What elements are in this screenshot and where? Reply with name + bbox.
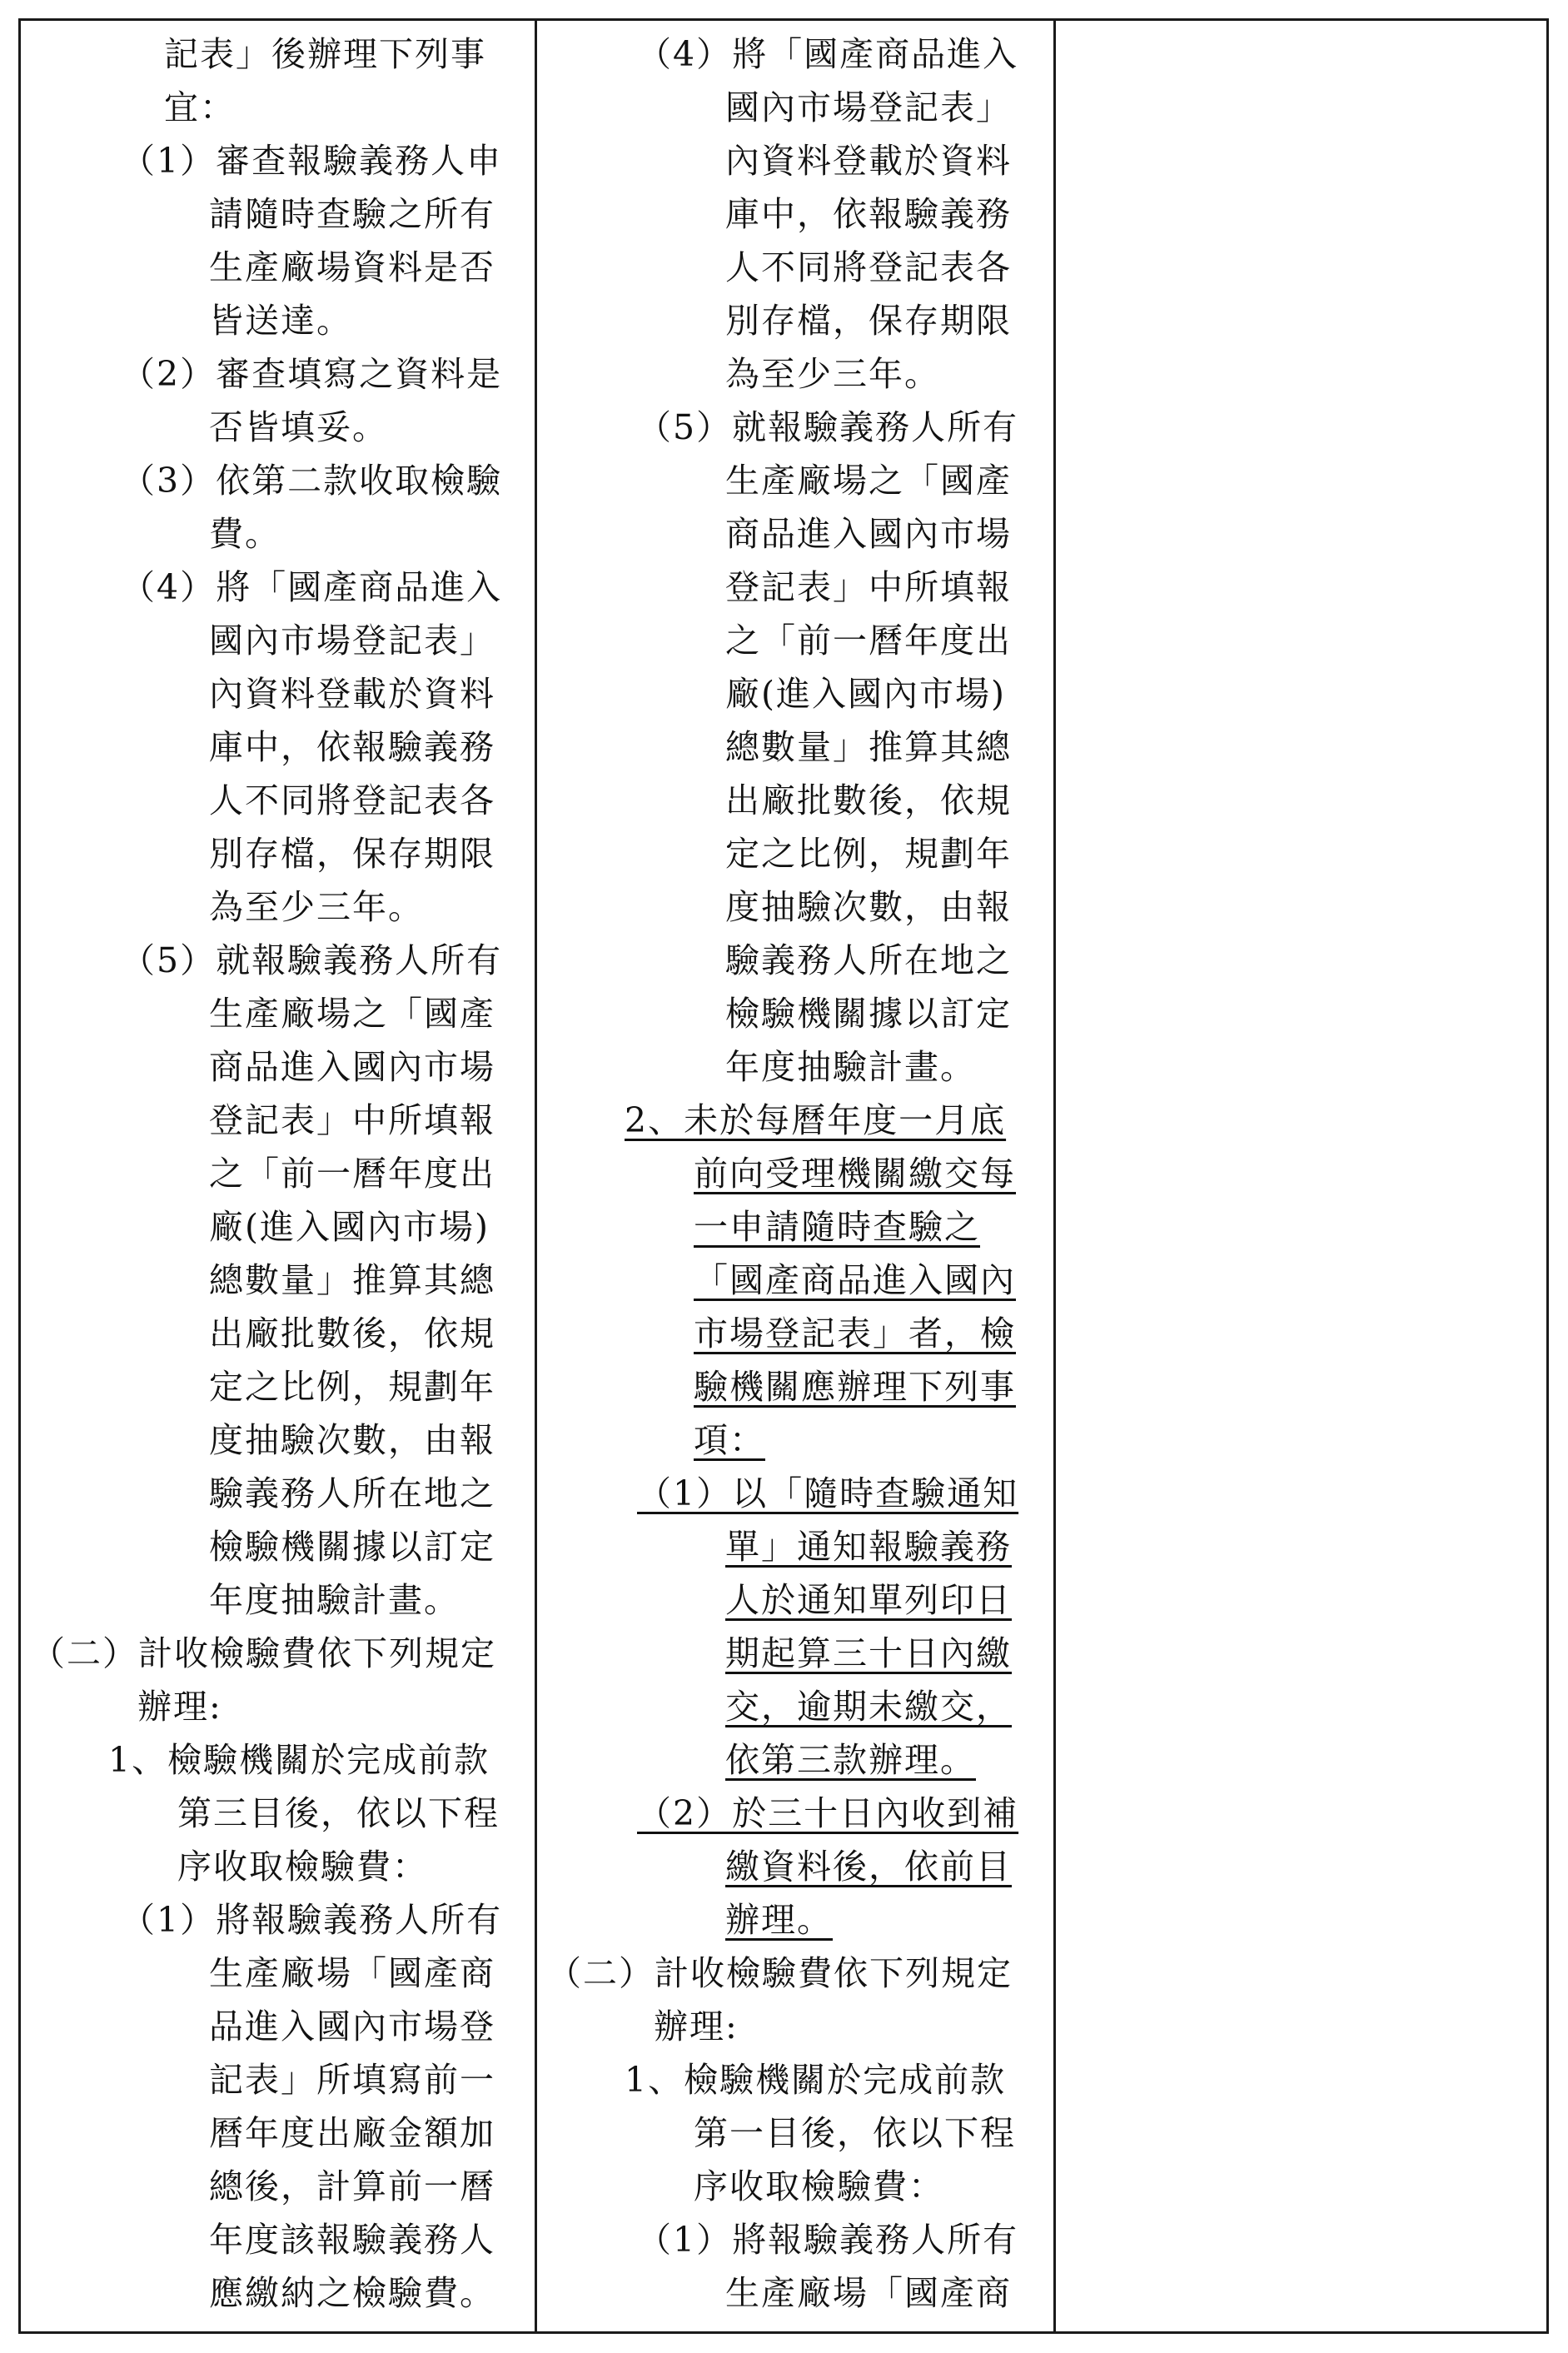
text-line: 否皆填妥。 — [209, 407, 388, 447]
text-line: （5）就報驗義務人所有 — [637, 407, 1019, 447]
text-line-underlined: （2）於三十日內收到補 — [637, 1793, 1019, 1833]
text-line: 宜： — [164, 87, 236, 127]
text-line: 國內市場登記表」 — [725, 87, 1012, 127]
text-line: 生產廠場「國產商 — [725, 2273, 1012, 2313]
column-current-text — [21, 21, 537, 2331]
text-line: 第一目後，依以下程 — [694, 2113, 1016, 2153]
text-line: 1、檢驗機關於完成前款 — [108, 1740, 490, 1780]
text-line-underlined: 期起算三十日內繳 — [725, 1633, 1012, 1673]
text-line-underlined: 辦理。 — [725, 1900, 833, 1940]
text-line-underlined: 「國產商品進入國內 — [694, 1260, 1016, 1300]
text-line: 辦理: — [654, 2007, 739, 2046]
text-line: 應繳納之檢驗費。 — [209, 2273, 495, 2313]
text-line: 度抽驗次數，由報 — [725, 887, 1012, 927]
text-line: （4）將「國產商品進入 — [637, 34, 1019, 74]
text-line: 總數量」推算其總 — [209, 1260, 495, 1300]
text-line: 為至少三年。 — [209, 887, 424, 927]
text-line: 商品進入國內市場 — [725, 514, 1012, 554]
text-line-underlined: 交，逾期未繳交， — [725, 1687, 1012, 1727]
text-line-underlined: 市場登記表」者，檢 — [694, 1314, 1016, 1353]
text-line: 內資料登載於資料 — [725, 141, 1012, 181]
text-line: 皆送達。 — [209, 301, 352, 341]
text-line: 庫中，依報驗義務 — [209, 727, 495, 767]
text-line: 請隨時查驗之所有 — [209, 194, 495, 234]
text-line: 為至少三年。 — [725, 354, 940, 394]
text-line: 生產廠場「國產商 — [209, 1953, 495, 1993]
text-line: 登記表」中所填報 — [725, 567, 1012, 607]
text-line: 生產廠場資料是否 — [209, 247, 495, 287]
text-line: 序收取檢驗費： — [177, 1847, 428, 1887]
text-line: 廠(進入國內市場) — [725, 674, 1006, 714]
text-line: 生產廠場之「國產 — [725, 461, 1012, 501]
text-line: 年度抽驗計畫。 — [209, 1580, 460, 1620]
text-line: 廠(進入國內市場) — [209, 1207, 490, 1247]
text-line: 曆年度出廠金額加 — [209, 2113, 495, 2153]
text-line-underlined: （1）以「隨時查驗通知 — [637, 1473, 1019, 1513]
text-line: 驗義務人所在地之 — [725, 940, 1012, 980]
text-line: 人不同將登記表各 — [725, 247, 1012, 287]
text-line-underlined: 人於通知單列印日 — [725, 1580, 1012, 1620]
text-line: 年度該報驗義務人 — [209, 2220, 495, 2260]
text-line-underlined: 一申請隨時查驗之 — [694, 1207, 980, 1247]
text-line: 總後，計算前一曆 — [209, 2166, 495, 2206]
column-proposed-text — [537, 21, 1056, 2331]
text-line: 檢驗機關據以訂定 — [725, 994, 1012, 1034]
text-line: 登記表」中所填報 — [209, 1100, 495, 1140]
text-line: 序收取檢驗費： — [694, 2166, 944, 2206]
document-page — [18, 18, 1549, 2334]
column-explanation — [1056, 21, 1551, 2331]
text-line: 別存檔，保存期限 — [209, 834, 495, 874]
text-line-underlined: 驗機關應辦理下列事 — [694, 1367, 1016, 1407]
text-line: 檢驗機關據以訂定 — [209, 1527, 495, 1567]
text-line: （2）審查填寫之資料是 — [121, 354, 503, 394]
text-line: 之「前一曆年度出 — [725, 621, 1012, 661]
text-line: 出廠批數後，依規 — [209, 1314, 495, 1353]
text-line: 記表」所填寫前一 — [209, 2060, 495, 2100]
text-line: 辦理: — [137, 1687, 222, 1727]
text-line: （5）就報驗義務人所有 — [121, 940, 503, 980]
text-line: 定之比例，規劃年 — [209, 1367, 495, 1407]
text-line: 驗義務人所在地之 — [209, 1473, 495, 1513]
text-line: 總數量」推算其總 — [725, 727, 1012, 767]
text-line-underlined: 繳資料後，依前目 — [725, 1847, 1012, 1887]
text-line: 之「前一曆年度出 — [209, 1154, 495, 1194]
text-line: 第三目後，依以下程 — [177, 1793, 500, 1833]
text-line: 品進入國內市場登 — [209, 2007, 495, 2046]
text-line-underlined: 項： — [694, 1420, 765, 1460]
text-line: 費。 — [209, 514, 281, 554]
text-line: 度抽驗次數，由報 — [209, 1420, 495, 1460]
text-line: 別存檔，保存期限 — [725, 301, 1012, 341]
text-line: （1）審查報驗義務人申 — [121, 141, 503, 181]
text-line: 1、檢驗機關於完成前款 — [625, 2060, 1007, 2100]
text-line: 記表」後辦理下列事 — [164, 34, 486, 74]
text-line: 庫中，依報驗義務 — [725, 194, 1012, 234]
section-heading: （二）計收檢驗費依下列規定 — [547, 1953, 1013, 1993]
text-line: 定之比例，規劃年 — [725, 834, 1012, 874]
text-line: 內資料登載於資料 — [209, 674, 495, 714]
text-line-underlined: 單」通知報驗義務 — [725, 1527, 1012, 1567]
text-line-underlined: 依第三款辦理。 — [725, 1740, 976, 1780]
text-line: 出廠批數後，依規 — [725, 780, 1012, 820]
text-line: 人不同將登記表各 — [209, 780, 495, 820]
text-line-underlined: 前向受理機關繳交每 — [694, 1154, 1016, 1194]
text-line: 生產廠場之「國產 — [209, 994, 495, 1034]
text-line: 年度抽驗計畫。 — [725, 1047, 976, 1087]
text-line: （1）將報驗義務人所有 — [637, 2220, 1019, 2260]
text-line-underlined: 2、未於每曆年度一月底 — [625, 1100, 1007, 1140]
text-line: 國內市場登記表」 — [209, 621, 495, 661]
text-line: （3）依第二款收取檢驗 — [121, 461, 503, 501]
section-heading: （二）計收檢驗費依下列規定 — [31, 1633, 496, 1673]
text-line: （4）將「國產商品進入 — [121, 567, 503, 607]
text-line: （1）將報驗義務人所有 — [121, 1900, 503, 1940]
text-line: 商品進入國內市場 — [209, 1047, 495, 1087]
